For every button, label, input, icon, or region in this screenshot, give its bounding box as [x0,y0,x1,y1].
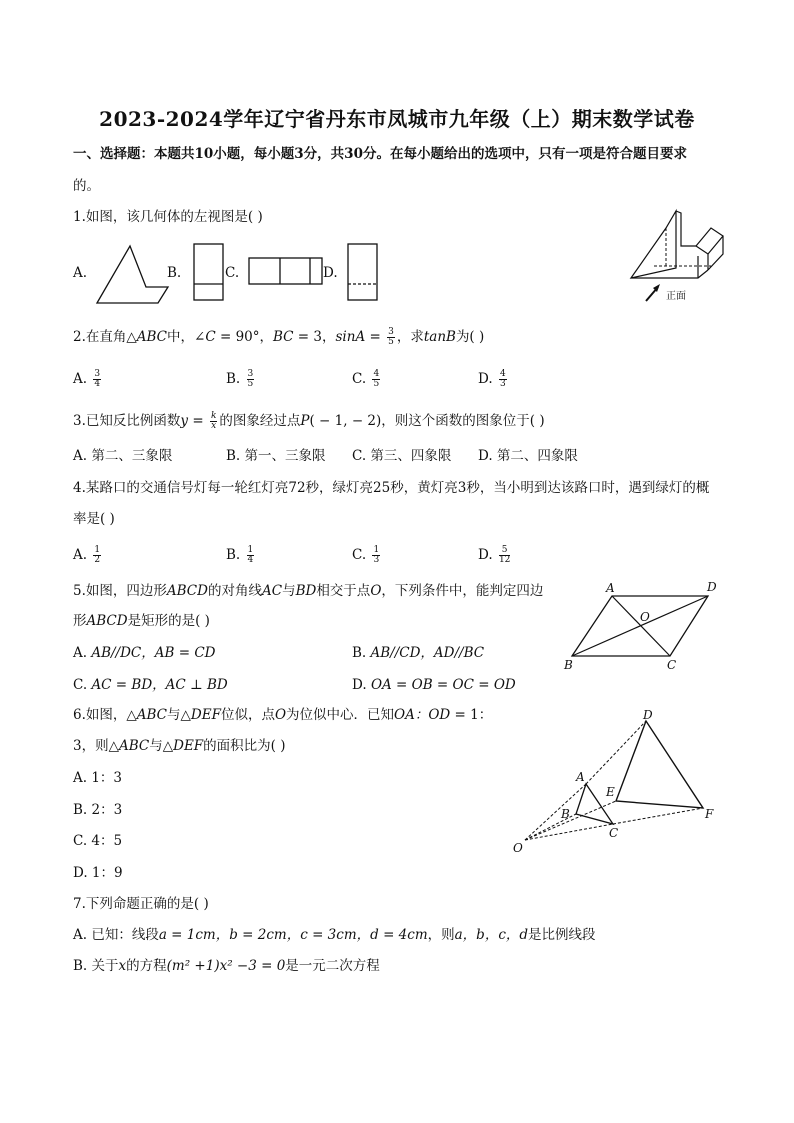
q2-option-a-fraction [93,370,101,389]
q5-option-b-label: B. [352,645,371,661]
q4-option-c-label: C. [352,547,367,563]
q6-point-a: A [576,770,585,784]
q5-option-d-text: OA = OB = OC = OD [370,677,516,693]
q2-stem-frac-num: 3 [388,327,394,337]
q2-option-d [478,370,509,389]
q1-option-d-label: D. [323,265,338,281]
q7-option-a-vars: a，b，c，d [454,927,529,943]
q3-option-d: D. 第二、四象限 [478,448,578,464]
q5-stem-l1-post: 相交于点 [316,583,371,599]
q5-point-a: A [606,581,615,595]
q5-option-a-label: A. [73,645,92,661]
q4-option-b-label: B. [226,547,241,563]
q6-point-f: F [705,807,714,821]
q1-option-b-label: B. [167,265,182,281]
q4-option-c-fraction [372,546,380,565]
q4-option-d-den: 12 [498,555,511,565]
q3-stem-post: ，则这个函数的图象位于( ) [381,413,545,429]
q3-stem-p: P [300,413,310,429]
q2-option-c [352,370,382,389]
q2-stem-fraction [387,328,395,347]
q2-stem-c: C [205,329,216,345]
q6-homothety-figure [508,706,723,856]
q2-option-d-num: 4 [499,369,506,379]
q6-stem-l1-and: 与△ [167,707,191,723]
q7-option-a [73,927,596,943]
q2-option-d-den: 3 [499,379,506,389]
q5-option-c-text: AC = BD，AC ⊥ BD [91,677,228,693]
q1-option-b-figure [193,243,225,303]
q4-option-a-label: A. [73,547,88,563]
q7-option-a-pre: A. 已知：线段 [73,927,159,943]
q6-point-d: D [643,708,653,722]
q7-option-a-vals: a = 1cm，b = 2cm，c = 3cm，d = 4cm [158,927,428,943]
q7-option-b-eq: (m² +1)x² −3 = 0 [166,958,286,974]
q6-point-e: E [606,785,615,799]
q7-option-b-pre: B. 关于 [73,958,119,974]
q2-stem-eq: = [365,329,386,345]
q6-stem-line1 [73,707,492,723]
q4-option-c-den: 3 [373,555,380,565]
q5-o: O [370,583,382,599]
q2-option-a-label: A. [73,371,88,387]
q5-point-b: B [564,658,573,672]
q3-stem-point: ( − 1, − 2) [309,413,382,429]
q6-def: DEF [190,707,221,723]
q5-stem-l2-post: 是矩形的是( ) [127,613,210,629]
q6-o: O [274,707,287,723]
q2-option-b-den: 5 [247,379,254,389]
q2-option-c-fraction [372,370,380,389]
q6-stem-l2-and: 与△ [149,738,174,754]
q2-stem [73,328,484,347]
q4-option-a-den: 2 [94,555,101,565]
q6-ratio: OA：OD [394,707,451,723]
q6-stem-l1-end: = 1： [450,707,493,723]
q5-point-d: D [707,580,717,594]
q2-option-b-num: 3 [247,369,254,379]
q4-option-a [73,546,103,565]
q2-stem-c-val: = 90°， [215,329,273,345]
q5-ac: AC [261,583,283,599]
q5-abcd: ABCD [166,583,208,599]
q4-option-b [226,546,256,565]
q2-stem-mid: 中，∠ [167,329,206,345]
q1-stem: 1.如图，该几何体的左视图是( ) [73,209,263,225]
q7-option-b [73,958,380,974]
q5-stem-l1-pre: 5.如图，四边形 [73,583,167,599]
q6-stem-l1-mid: 位似，点 [220,707,275,723]
q5-option-d [352,677,516,693]
q7-option-a-post: 是比例线段 [528,927,596,943]
q5-option-d-label: D. [352,677,371,693]
q1-option-c-label: C. [225,265,240,281]
q4-option-d-label: D. [478,547,493,563]
q1-front-label: 正面 [666,291,686,302]
q5-option-b-text: AB//CD，AD//BC [370,645,485,661]
q5-stem-l1-and: 与 [282,583,296,599]
q4-option-a-num: 1 [94,545,101,555]
q2-option-c-num: 4 [373,369,380,379]
q1-option-c-figure [248,257,324,285]
q3-stem-pre: 3.已知反比例函数 [73,413,181,429]
q4-option-b-num: 1 [247,545,254,555]
q5-stem-l1-mid: 的对角线 [207,583,262,599]
section-heading-line1: 一、选择题：本题共10小题，每小题3分，共30分。在每小题给出的选项中，只有一项是符合题目要求 [73,146,687,162]
q4-option-d-num: 5 [499,546,510,556]
section-heading-line2: 的。 [73,178,100,194]
q5-point-o: O [640,610,650,624]
q3-stem-y: y [180,413,189,429]
q2-option-a-num: 3 [94,369,101,379]
q3-stem-frac-num: k [210,411,217,421]
q1-solid-figure [626,208,728,304]
q6-abc-2: ABC [118,738,150,754]
q1-option-a-label: A. [73,265,88,281]
q6-option-b: B. 2：3 [73,802,123,818]
q2-stem-pre: 2.在直角△ [73,329,137,345]
q2-stem-end: 为( ) [455,329,485,345]
q5-stem-line2 [73,613,210,629]
q7-option-a-mid: ，则 [427,927,455,943]
q5-option-b [352,645,484,661]
q3-stem-mid: 的图象经过点 [219,413,301,429]
q5-option-a-text: AB//DC，AB = CD [91,645,216,661]
q4-option-b-den: 4 [247,555,254,565]
q5-option-c [73,677,228,693]
q6-option-d: D. 1：9 [73,865,123,881]
q6-abc: ABC [136,707,168,723]
q2-option-b-fraction [247,370,255,389]
q4-option-d [478,546,512,565]
q6-point-o: O [513,841,523,855]
q2-stem-frac-den: 5 [388,337,394,347]
page-title: 2023-2024学年辽宁省丹东市凤城市九年级（上）期末数学试卷 [99,107,695,131]
q6-stem-l2-post: 的面积比为( ) [203,738,286,754]
q6-option-a: A. 1：3 [73,770,123,786]
q1-option-d-figure [347,243,379,303]
q3-stem-fraction [210,412,217,431]
q2-stem-post: ，求 [396,329,424,345]
q6-stem-l2-pre: 3，则△ [73,738,119,754]
q7-option-b-mid: 的方程 [126,958,167,974]
q3-stem-eq: = [188,413,208,429]
q5-bd: BD [295,583,317,599]
q2-option-b-label: B. [226,371,241,387]
q5-stem-l1-end: ，下列条件中，能判定四边 [381,583,544,599]
q4-option-c [352,546,382,565]
q6-option-c: C. 4：5 [73,833,123,849]
q2-stem-abc: ABC [136,329,168,345]
q2-option-a [73,370,103,389]
q2-option-d-label: D. [478,371,493,387]
q6-point-c: C [609,826,619,840]
q6-def-2: DEF [173,738,204,754]
q3-option-b: B. 第一、三象限 [226,448,326,464]
q3-option-a: A. 第二、三象限 [73,448,173,464]
q2-stem-bc: BC [273,329,294,345]
q5-option-c-label: C. [73,677,92,693]
q2-stem-bc-val: = 3， [293,329,336,345]
q5-abcd-2: ABCD [86,613,128,629]
q6-stem-l1-post: 为位似中心．已知 [286,707,395,723]
q2-option-a-den: 4 [94,379,101,389]
q4-option-c-num: 1 [373,545,380,555]
q2-option-c-den: 5 [373,379,380,389]
q2-option-b [226,370,256,389]
q7-option-b-x: x [118,958,127,974]
q2-option-d-fraction [499,370,507,389]
q7-option-b-post: 是一元二次方程 [285,958,380,974]
q3-stem-frac-den: x [211,421,217,431]
q5-stem-line1 [73,583,543,599]
q5-option-a [73,645,215,661]
q2-stem-tanb: tanB [423,329,456,345]
q6-stem-line2 [73,738,286,754]
q3-option-c: C. 第三、四象限 [352,448,452,464]
q4-stem-line1: 4.某路口的交通信号灯每一轮红灯亮72秒，绿灯亮25秒，黄灯亮3秒，当小明到达该路口时，遇到绿灯的概 [73,480,710,496]
q2-option-c-label: C. [352,371,367,387]
q5-point-c: C [667,658,677,672]
q4-option-d-fraction [499,546,510,565]
q4-option-b-fraction [247,546,255,565]
q6-point-b: B [561,807,570,821]
q5-stem-l2-pre: 形 [73,613,87,629]
q7-stem: 7.下列命题正确的是( ) [73,896,209,912]
q3-stem [73,412,545,431]
q2-stem-sina: sinA [335,329,366,345]
q4-option-a-fraction [93,546,101,565]
q1-option-a-figure [94,243,169,305]
q4-stem-line2: 率是( ) [73,511,115,527]
q5-parallelogram-figure [560,578,725,673]
q6-stem-l1-pre: 6.如图，△ [73,707,137,723]
